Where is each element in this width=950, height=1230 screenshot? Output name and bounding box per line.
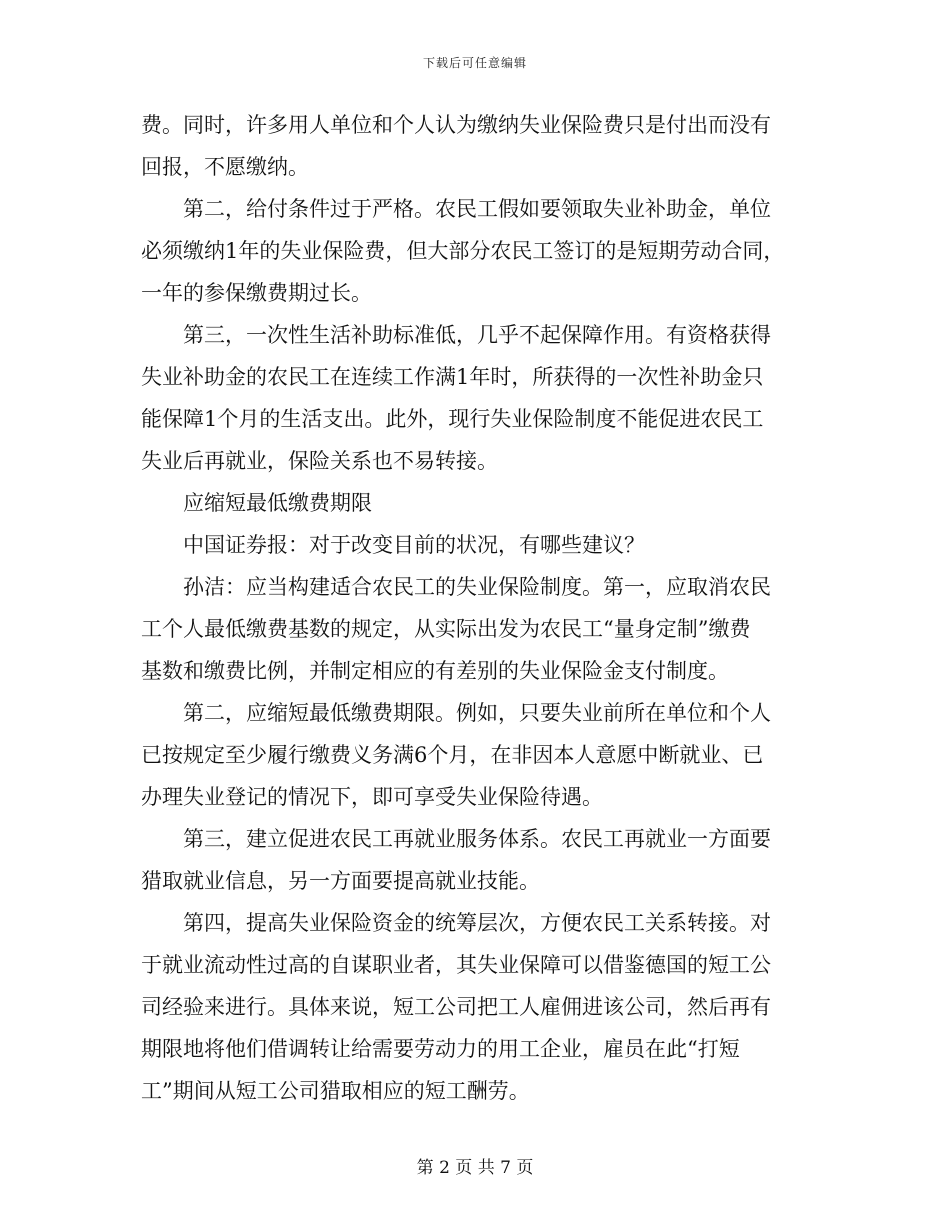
paragraph-line: 一年的参保缴费期过长。 xyxy=(141,281,372,305)
paragraph-line: 司经验来进行。具体来说，短工公司把工人雇佣进该公司，然后再有 xyxy=(141,995,771,1019)
document-body xyxy=(141,104,813,1112)
paragraph-line: 失业后再就业，保险关系也不易转接。 xyxy=(141,449,498,473)
paragraph-line: 必须缴纳1年的失业保险费，但大部分农民工签订的是短期劳动合同， xyxy=(141,239,785,263)
paragraph-line: 第三，一次性生活补助标准低，几乎不起保障作用。有资格获得 xyxy=(183,323,771,347)
page-footer: 第 2 页 共 7 页 xyxy=(416,1158,534,1178)
paragraph-line: 猎取就业信息，另一方面要提高就业技能。 xyxy=(141,869,540,893)
paragraph-line: 工个人最低缴费基数的规定，从实际出发为农民工“量身定制”缴费 xyxy=(141,617,751,641)
paragraph-line: 能保障1个月的生活支出。此外，现行失业保险制度不能促进农民工 xyxy=(141,407,764,431)
paragraph-line: 失业补助金的农民工在连续工作满1年时，所获得的一次性补助金只 xyxy=(141,365,764,389)
paragraph-line: 办理失业登记的情况下，即可享受失业保险待遇。 xyxy=(141,785,603,809)
paragraph-line: 回报，不愿缴纳。 xyxy=(141,155,309,179)
paragraph-line: 基数和缴费比例，并制定相应的有差别的失业保险金支付制度。 xyxy=(141,659,729,683)
page-header: 下载后可任意编辑 xyxy=(422,56,527,70)
paragraph-line: 于就业流动性过高的自谋职业者，其失业保障可以借鉴德国的短工公 xyxy=(141,953,771,977)
paragraph-line: 第二，给付条件过于严格。农民工假如要领取失业补助金，单位 xyxy=(183,197,771,221)
paragraph-line: 中国证券报：对于改变目前的状况，有哪些建议？ xyxy=(183,533,645,557)
paragraph-line: 第三，建立促进农民工再就业服务体系。农民工再就业一方面要 xyxy=(183,827,771,851)
paragraph-line: 工”期间从短工公司猎取相应的短工酬劳。 xyxy=(141,1079,530,1103)
paragraph-line: 费。同时，许多用人单位和个人认为缴纳失业保险费只是付出而没有 xyxy=(141,113,771,137)
paragraph-line: 期限地将他们借调转让给需要劳动力的用工企业，雇员在此“打短 xyxy=(141,1037,740,1061)
paragraph-line: 第二，应缩短最低缴费期限。例如，只要失业前所在单位和个人 xyxy=(183,701,771,725)
paragraph-line: 孙洁：应当构建适合农民工的失业保险制度。第一，应取消农民 xyxy=(183,575,771,599)
paragraph-line: 已按规定至少履行缴费义务满6个月，在非因本人意愿中断就业、已 xyxy=(141,743,764,767)
paragraph-line: 第四，提高失业保险资金的统筹层次，方便农民工关系转接。对 xyxy=(183,911,771,935)
section-heading: 应缩短最低缴费期限 xyxy=(183,491,372,515)
